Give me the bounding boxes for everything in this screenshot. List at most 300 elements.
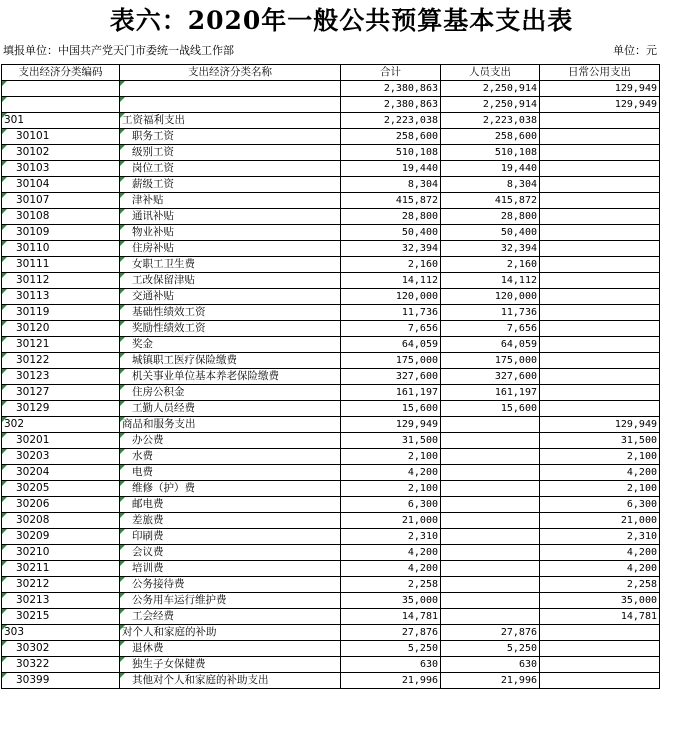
table-body: [2, 81, 660, 689]
cell-marker-icon: [120, 513, 125, 518]
code-cell: [2, 305, 120, 321]
personnel-cell: [441, 577, 540, 593]
reporting-unit: 填报单位：中国共产党天门市委统一战线工作部: [3, 44, 234, 57]
public-cell: [540, 513, 660, 529]
table-row: [2, 561, 660, 577]
header-name: 支出经济分类名称: [120, 65, 341, 81]
personnel-cell: [441, 513, 540, 529]
code-cell-text: 30102: [16, 146, 50, 158]
total-cell-text: 6,300: [407, 499, 438, 510]
total-cell-text: 2,100: [407, 451, 438, 462]
table-row: [2, 513, 660, 529]
personnel-cell-text: 27,876: [500, 627, 537, 638]
header-public: 日常公用支出: [540, 65, 660, 81]
table-row: [2, 641, 660, 657]
personnel-cell-text: 175,000: [494, 355, 537, 366]
name-cell-text: 物业补贴: [132, 226, 174, 238]
total-cell: [341, 225, 441, 241]
code-cell-text: 30108: [16, 210, 50, 222]
public-cell-text: 14,781: [620, 611, 657, 622]
table-row: [2, 97, 660, 113]
name-cell: [120, 353, 341, 369]
cell-marker-icon: [120, 449, 125, 454]
name-cell: [120, 161, 341, 177]
code-cell: [2, 113, 120, 129]
cell-marker-icon: [120, 193, 125, 198]
personnel-cell: [441, 129, 540, 145]
personnel-cell: [441, 241, 540, 257]
public-cell: [540, 625, 660, 641]
total-cell-text: 27,876: [401, 627, 438, 638]
name-cell: [120, 257, 341, 273]
total-cell: [341, 433, 441, 449]
table-row: [2, 193, 660, 209]
cell-marker-icon: [120, 497, 125, 502]
total-cell-text: 7,656: [407, 323, 438, 334]
public-cell: [540, 177, 660, 193]
code-cell: [2, 673, 120, 689]
cell-marker-icon: [2, 401, 7, 406]
cell-marker-icon: [120, 657, 125, 662]
name-cell: [120, 97, 341, 113]
public-cell-text: 129,949: [614, 83, 657, 94]
personnel-cell-text: 5,250: [506, 643, 537, 654]
total-cell: [341, 273, 441, 289]
code-cell-text: 30206: [16, 498, 50, 510]
total-cell-text: 4,200: [407, 467, 438, 478]
total-cell: [341, 113, 441, 129]
table-row: [2, 577, 660, 593]
personnel-cell: [441, 561, 540, 577]
code-cell: [2, 545, 120, 561]
personnel-cell-text: 32,394: [500, 243, 537, 254]
cell-marker-icon: [120, 369, 125, 374]
public-cell: [540, 209, 660, 225]
total-cell-text: 11,736: [401, 307, 438, 318]
name-cell: [120, 81, 341, 97]
code-cell-text: 30203: [16, 450, 50, 462]
code-cell: [2, 465, 120, 481]
name-cell-text: 差旅费: [132, 514, 164, 526]
total-cell-text: 2,160: [407, 259, 438, 270]
name-cell: [120, 321, 341, 337]
total-cell: [341, 177, 441, 193]
code-cell: [2, 97, 120, 113]
personnel-cell-text: 2,250,914: [482, 83, 537, 94]
name-cell-text: 培训费: [132, 562, 164, 574]
cell-marker-icon: [2, 625, 7, 630]
name-cell: [120, 289, 341, 305]
personnel-cell: [441, 641, 540, 657]
public-cell: [540, 433, 660, 449]
name-cell-text: 工改保留津贴: [132, 274, 195, 286]
name-cell-text: 退休费: [132, 642, 164, 654]
code-cell-text: 30110: [16, 242, 50, 254]
total-cell-text: 5,250: [407, 643, 438, 654]
name-cell-text: 住房公积金: [132, 386, 185, 398]
name-cell: [120, 433, 341, 449]
personnel-cell: [441, 673, 540, 689]
total-cell: [341, 129, 441, 145]
public-cell: [540, 145, 660, 161]
public-cell: [540, 481, 660, 497]
name-cell-text: 奖励性绩效工资: [132, 322, 206, 334]
cell-marker-icon: [120, 321, 125, 326]
code-cell-text: 30302: [16, 642, 50, 654]
total-cell: [341, 145, 441, 161]
cell-marker-icon: [120, 209, 125, 214]
table-header-row: [2, 65, 660, 81]
cell-marker-icon: [120, 545, 125, 550]
table-row: [2, 497, 660, 513]
table-row: [2, 385, 660, 401]
personnel-cell-text: 327,600: [494, 371, 537, 382]
total-cell: [341, 193, 441, 209]
cell-marker-icon: [2, 97, 7, 102]
public-cell: [540, 497, 660, 513]
code-cell: [2, 337, 120, 353]
total-cell-text: 2,223,038: [383, 115, 438, 126]
public-cell-text: 2,310: [626, 531, 657, 542]
public-cell: [540, 577, 660, 593]
cell-marker-icon: [120, 113, 125, 118]
name-cell-text: 城镇职工医疗保险缴费: [132, 354, 237, 366]
public-cell-text: 31,500: [620, 435, 657, 446]
public-cell: [540, 353, 660, 369]
cell-marker-icon: [120, 97, 125, 102]
code-cell-text: 30103: [16, 162, 50, 174]
total-cell-text: 2,100: [407, 483, 438, 494]
code-cell-text: 30399: [16, 674, 50, 686]
personnel-cell: [441, 257, 540, 273]
total-cell-text: 4,200: [407, 547, 438, 558]
public-cell: [540, 225, 660, 241]
cell-marker-icon: [2, 321, 7, 326]
code-cell-text: 30129: [16, 402, 50, 414]
cell-marker-icon: [2, 449, 7, 454]
name-cell-text: 工资福利支出: [122, 114, 185, 126]
public-cell-text: 4,200: [626, 467, 657, 478]
cell-marker-icon: [120, 129, 125, 134]
cell-marker-icon: [2, 513, 7, 518]
public-cell: [540, 465, 660, 481]
total-cell: [341, 97, 441, 113]
cell-marker-icon: [2, 225, 7, 230]
personnel-cell: [441, 145, 540, 161]
code-cell: [2, 241, 120, 257]
public-cell-text: 2,100: [626, 483, 657, 494]
name-cell: [120, 401, 341, 417]
name-cell-text: 津补贴: [132, 194, 164, 206]
public-cell: [540, 369, 660, 385]
cell-marker-icon: [120, 673, 125, 678]
code-cell: [2, 321, 120, 337]
public-cell-text: 2,258: [626, 579, 657, 590]
table-row: [2, 593, 660, 609]
cell-marker-icon: [120, 561, 125, 566]
personnel-cell: [441, 113, 540, 129]
public-cell: [540, 305, 660, 321]
cell-marker-icon: [120, 241, 125, 246]
cell-marker-icon: [120, 161, 125, 166]
total-cell-text: 175,000: [395, 355, 438, 366]
name-cell: [120, 145, 341, 161]
total-cell: [341, 241, 441, 257]
name-cell-text: 水费: [132, 450, 153, 462]
name-cell: [120, 177, 341, 193]
public-cell-text: 129,949: [614, 99, 657, 110]
code-cell: [2, 385, 120, 401]
code-cell: [2, 513, 120, 529]
total-cell-text: 14,112: [401, 275, 438, 286]
cell-marker-icon: [120, 177, 125, 182]
code-cell-text: 302: [4, 418, 25, 430]
cell-marker-icon: [2, 337, 7, 342]
public-cell: [540, 161, 660, 177]
table-row: [2, 449, 660, 465]
name-cell-text: 工会经费: [132, 610, 174, 622]
total-cell-text: 28,800: [401, 211, 438, 222]
code-cell: [2, 401, 120, 417]
cell-marker-icon: [2, 417, 7, 422]
cell-marker-icon: [120, 465, 125, 470]
name-cell-text: 职务工资: [132, 130, 174, 142]
public-cell: [540, 401, 660, 417]
total-cell-text: 64,059: [401, 339, 438, 350]
total-cell: [341, 641, 441, 657]
total-cell: [341, 161, 441, 177]
public-cell-text: 4,200: [626, 563, 657, 574]
cell-marker-icon: [2, 497, 7, 502]
code-cell: [2, 625, 120, 641]
name-cell: [120, 609, 341, 625]
public-cell-text: 129,949: [614, 419, 657, 430]
public-cell-text: 21,000: [620, 515, 657, 526]
name-cell: [120, 417, 341, 433]
code-cell: [2, 433, 120, 449]
name-cell-text: 奖金: [132, 338, 153, 350]
table-row: [2, 161, 660, 177]
code-cell: [2, 145, 120, 161]
public-cell: [540, 337, 660, 353]
public-cell: [540, 241, 660, 257]
personnel-cell: [441, 545, 540, 561]
total-cell: [341, 257, 441, 273]
personnel-cell: [441, 97, 540, 113]
name-cell: [120, 449, 341, 465]
cell-marker-icon: [120, 353, 125, 358]
name-cell: [120, 129, 341, 145]
personnel-cell: [441, 401, 540, 417]
personnel-cell: [441, 353, 540, 369]
name-cell: [120, 529, 341, 545]
code-cell-text: 30201: [16, 434, 50, 446]
public-cell-text: 6,300: [626, 499, 657, 510]
total-cell-text: 31,500: [401, 435, 438, 446]
code-cell: [2, 657, 120, 673]
code-cell: [2, 129, 120, 145]
table-row: [2, 609, 660, 625]
header-code: 支出经济分类编码: [2, 65, 120, 81]
code-cell-text: 30210: [16, 546, 50, 558]
public-cell: [540, 449, 660, 465]
name-cell: [120, 657, 341, 673]
code-cell-text: 30213: [16, 594, 50, 606]
code-cell: [2, 353, 120, 369]
code-cell-text: 30120: [16, 322, 50, 334]
personnel-cell-text: 19,440: [500, 163, 537, 174]
table-row: [2, 209, 660, 225]
code-cell-text: 30107: [16, 194, 50, 206]
cell-marker-icon: [120, 81, 125, 86]
table-row: [2, 353, 660, 369]
total-cell: [341, 513, 441, 529]
total-cell: [341, 465, 441, 481]
code-cell-text: 301: [4, 114, 25, 126]
name-cell: [120, 273, 341, 289]
code-cell: [2, 417, 120, 433]
total-cell: [341, 353, 441, 369]
public-cell: [540, 641, 660, 657]
name-cell: [120, 225, 341, 241]
public-cell: [540, 129, 660, 145]
budget-table: [1, 64, 660, 689]
code-cell: [2, 81, 120, 97]
public-cell: [540, 289, 660, 305]
table-row: [2, 305, 660, 321]
total-cell: [341, 497, 441, 513]
name-cell: [120, 481, 341, 497]
name-cell: [120, 561, 341, 577]
name-cell-text: 公务接待费: [132, 578, 185, 590]
personnel-cell-text: 2,250,914: [482, 99, 537, 110]
total-cell: [341, 385, 441, 401]
code-cell: [2, 289, 120, 305]
currency-unit: 单位：元: [613, 44, 657, 57]
cell-marker-icon: [2, 353, 7, 358]
name-cell: [120, 577, 341, 593]
code-cell-text: 30212: [16, 578, 50, 590]
total-cell-text: 2,310: [407, 531, 438, 542]
public-cell: [540, 273, 660, 289]
name-cell-text: 维修（护）费: [132, 482, 195, 494]
code-cell-text: 30209: [16, 530, 50, 542]
personnel-cell: [441, 497, 540, 513]
public-cell: [540, 609, 660, 625]
table-row: [2, 225, 660, 241]
personnel-cell-text: 8,304: [506, 179, 537, 190]
code-cell-text: 30127: [16, 386, 50, 398]
table-row: [2, 481, 660, 497]
personnel-cell-text: 2,160: [506, 259, 537, 270]
name-cell-text: 住房补贴: [132, 242, 174, 254]
personnel-cell: [441, 593, 540, 609]
name-cell: [120, 241, 341, 257]
table-row: [2, 257, 660, 273]
personnel-cell-text: 15,600: [500, 403, 537, 414]
code-cell: [2, 577, 120, 593]
table-row: [2, 545, 660, 561]
total-cell: [341, 593, 441, 609]
name-cell-text: 邮电费: [132, 498, 164, 510]
public-cell: [540, 657, 660, 673]
name-cell-text: 办公费: [132, 434, 164, 446]
cell-marker-icon: [120, 481, 125, 486]
name-cell-text: 女职工卫生费: [132, 258, 195, 270]
code-cell-text: 30204: [16, 466, 50, 478]
total-cell: [341, 625, 441, 641]
cell-marker-icon: [2, 545, 7, 550]
cell-marker-icon: [2, 433, 7, 438]
code-cell-text: 30101: [16, 130, 50, 142]
table-row: [2, 337, 660, 353]
total-cell-text: 2,380,863: [383, 83, 438, 94]
code-cell: [2, 273, 120, 289]
personnel-cell-text: 120,000: [494, 291, 537, 302]
cell-marker-icon: [120, 337, 125, 342]
personnel-cell: [441, 449, 540, 465]
cell-marker-icon: [2, 529, 7, 534]
code-cell-text: 30104: [16, 178, 50, 190]
name-cell: [120, 497, 341, 513]
code-cell-text: 30322: [16, 658, 50, 670]
cell-marker-icon: [120, 609, 125, 614]
personnel-cell-text: 510,108: [494, 147, 537, 158]
personnel-cell: [441, 289, 540, 305]
table-row: [2, 417, 660, 433]
code-cell: [2, 561, 120, 577]
code-cell: [2, 529, 120, 545]
total-cell: [341, 417, 441, 433]
cell-marker-icon: [2, 113, 7, 118]
total-cell: [341, 657, 441, 673]
personnel-cell-text: 415,872: [494, 195, 537, 206]
code-cell-text: 30119: [16, 306, 50, 318]
public-cell: [540, 97, 660, 113]
personnel-cell: [441, 225, 540, 241]
code-cell-text: 30121: [16, 338, 50, 350]
cell-marker-icon: [2, 593, 7, 598]
name-cell-text: 机关事业单位基本养老保险缴费: [132, 370, 279, 382]
name-cell: [120, 337, 341, 353]
cell-marker-icon: [2, 673, 7, 678]
table-row: [2, 401, 660, 417]
code-cell-text: 30112: [16, 274, 50, 286]
code-cell-text: 30122: [16, 354, 50, 366]
total-cell-text: 327,600: [395, 371, 438, 382]
public-cell: [540, 673, 660, 689]
code-cell-text: 303: [4, 626, 25, 638]
total-cell: [341, 81, 441, 97]
public-cell: [540, 417, 660, 433]
name-cell-text: 公务用车运行维护费: [132, 594, 227, 606]
code-cell: [2, 177, 120, 193]
cell-marker-icon: [120, 145, 125, 150]
total-cell: [341, 305, 441, 321]
cell-marker-icon: [2, 209, 7, 214]
table-row: [2, 177, 660, 193]
name-cell-text: 通讯补贴: [132, 210, 174, 222]
personnel-cell: [441, 209, 540, 225]
code-cell-text: 30211: [16, 562, 50, 574]
cell-marker-icon: [120, 625, 125, 630]
total-cell-text: 14,781: [401, 611, 438, 622]
name-cell: [120, 385, 341, 401]
table-row: [2, 273, 660, 289]
cell-marker-icon: [2, 561, 7, 566]
public-cell: [540, 385, 660, 401]
name-cell-text: 独生子女保健费: [132, 658, 206, 670]
